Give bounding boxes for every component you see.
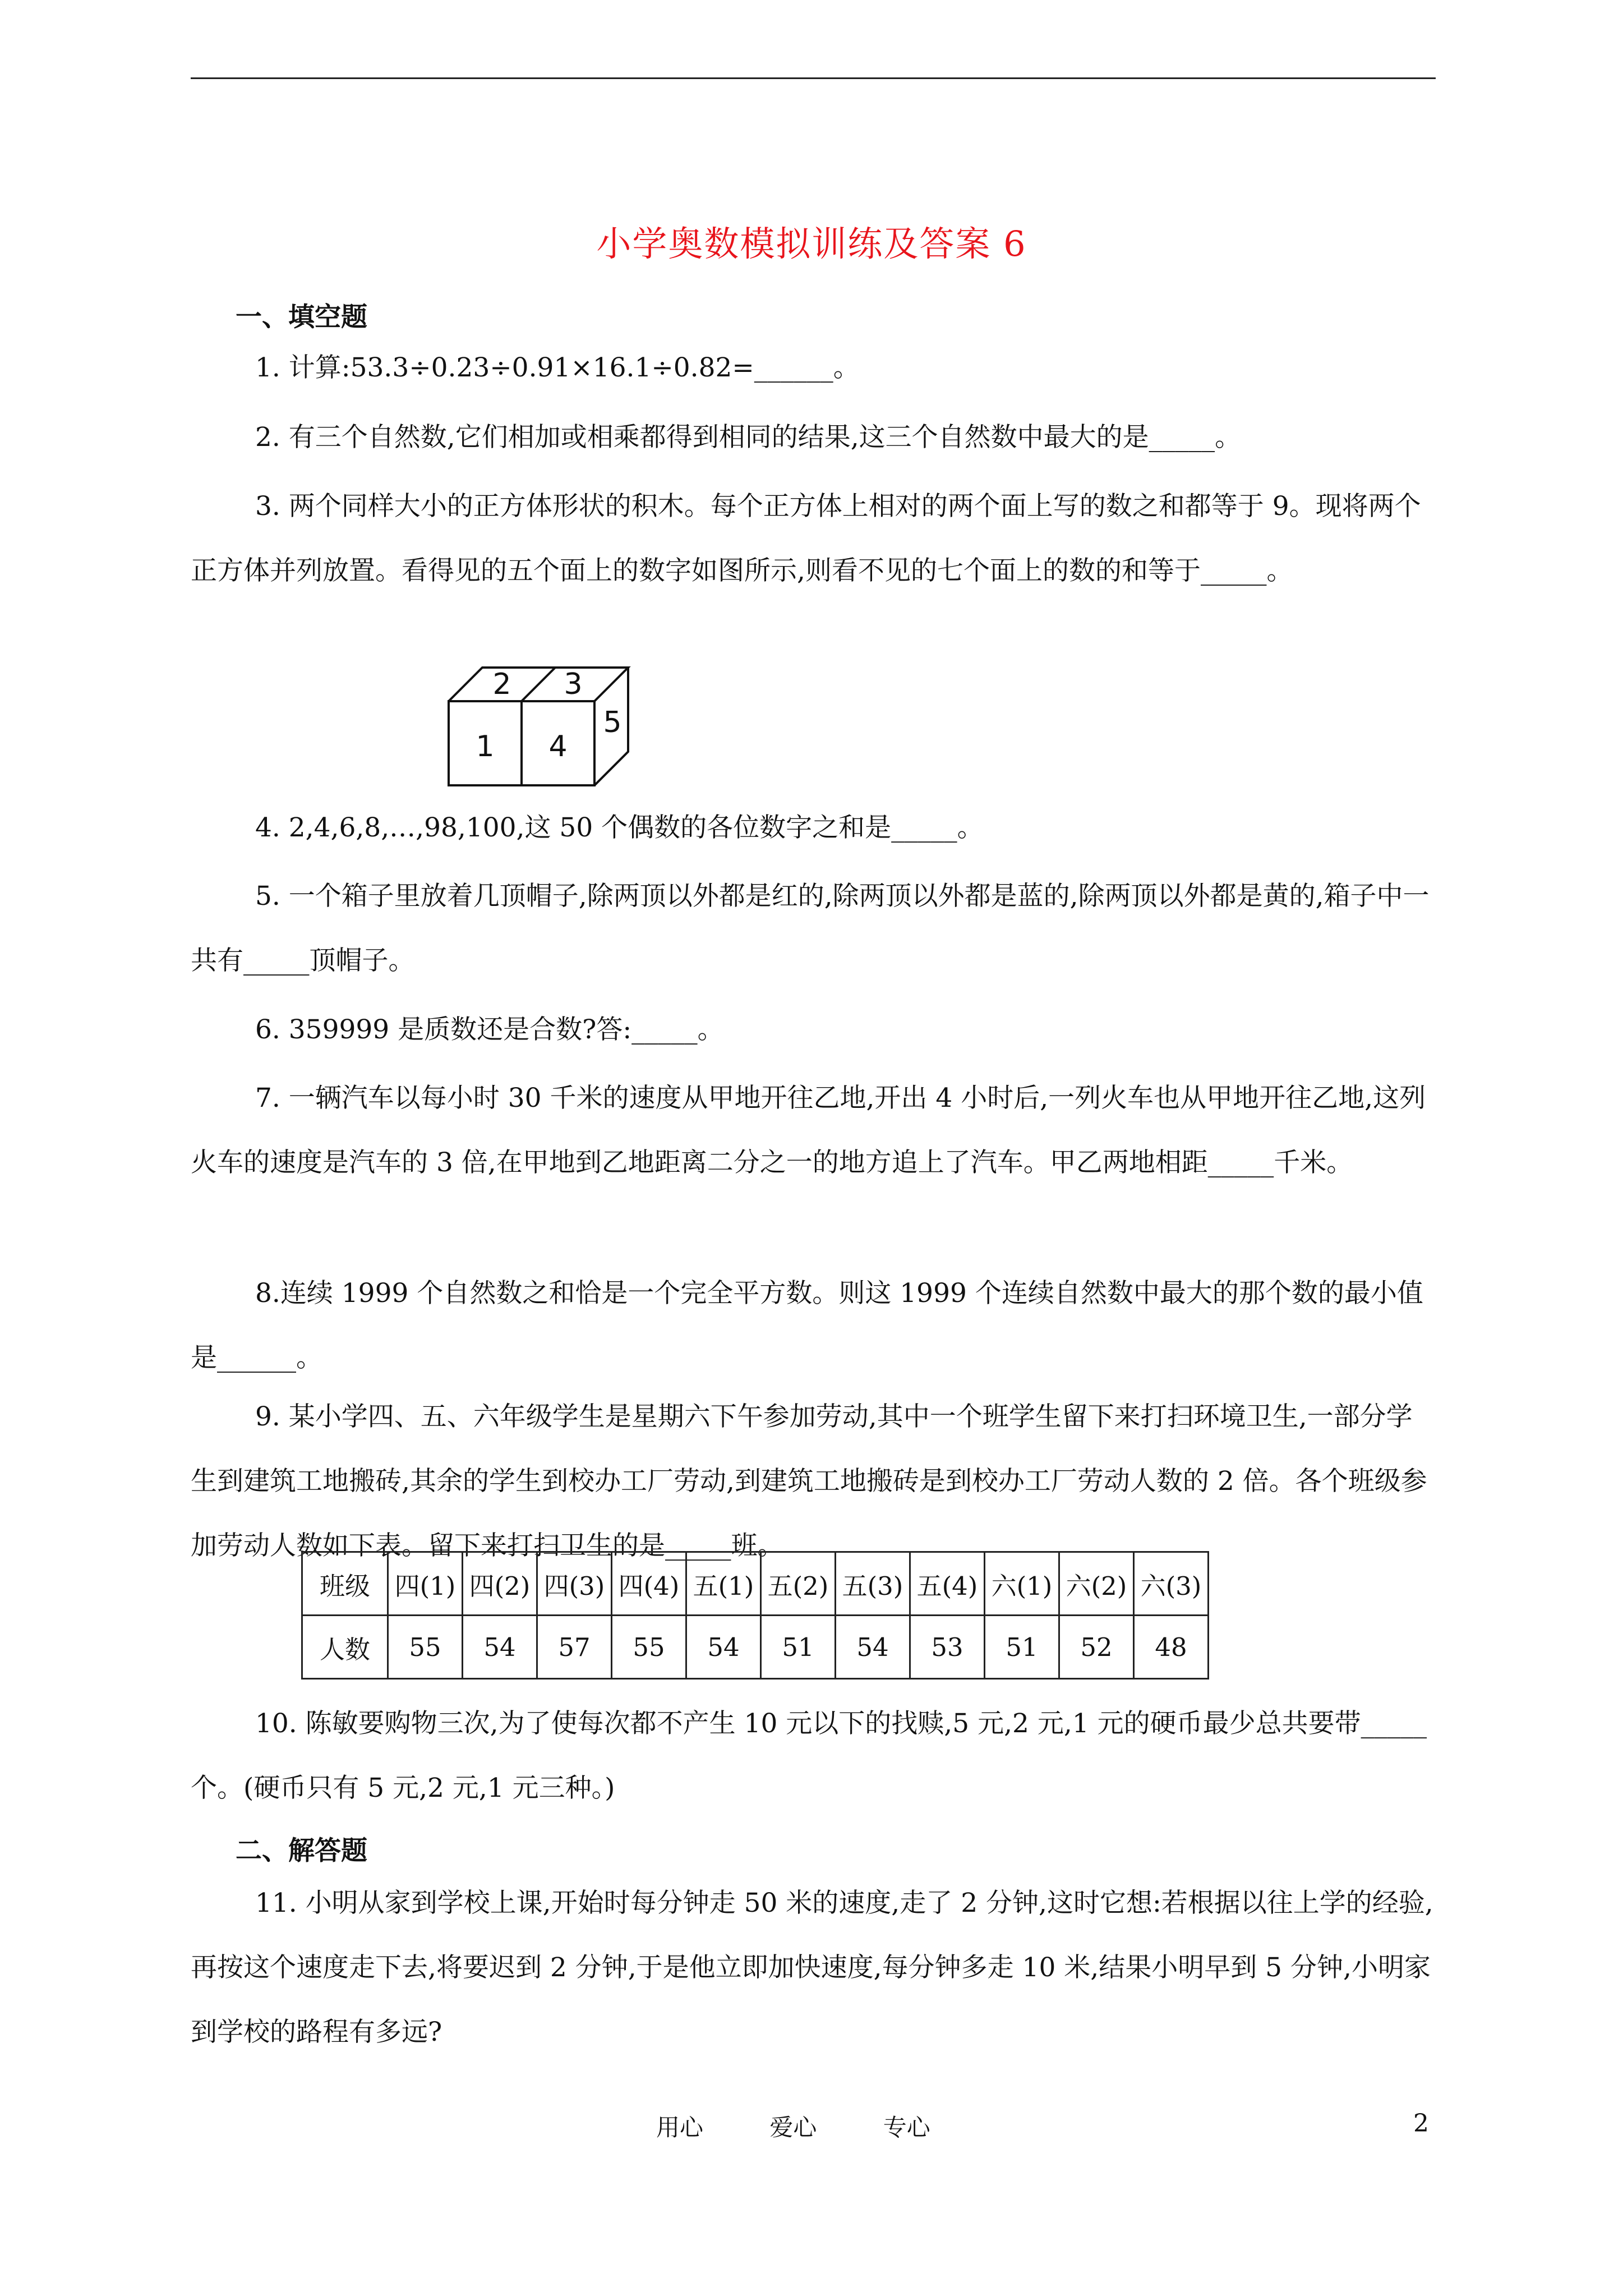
table-cell: 六(1) [985,1552,1059,1616]
table-cell: 五(4) [910,1552,985,1616]
table-cell: 五(2) [761,1552,836,1616]
question-11 [191,1871,1436,2064]
question-7-text: 7. 一辆汽车以每小时 30 千米的速度从甲地开往乙地,开出 4 小时后,一列火车也从甲地开往乙地,这列火车的速度是汽车的 3 倍,在甲地到乙地距离二分之一的地方追上了汽车。甲乙两地相距_____千米。 [191,1083,1426,1178]
cube-front-left-digit: 1 [476,730,495,763]
table-row [302,1616,1209,1679]
question-10-text: 10. 陈敏要购物三次,为了使每次都不产生 10 元以下的找赎,5 元,2 元,1 元的硬币最少总共要带_____个。(硬币只有 5 元,2 元,1 元三种。) [191,1708,1427,1803]
class-count-table [301,1551,1209,1680]
table-cell: 54 [836,1616,910,1679]
footer-word: 用心 [656,2114,704,2141]
question-2 [191,405,1436,470]
table-row [302,1552,1209,1616]
page-title: 小学奥数模拟训练及答案 6 [596,223,1027,264]
question-9-text: 9. 某小学四、五、六年级学生是星期六下午参加劳动,其中一个班学生留下来打扫环境卫生,一部分学生到建筑工地搬砖,其余的学生到校办工厂劳动,到建筑工地搬砖是到校办工厂劳动人数的 2 倍。各个班级参加劳动人数如下表。留下来打扫卫生的是_____班。 [191,1401,1427,1561]
table-cell: 四(2) [463,1552,537,1616]
table-cell: 57 [537,1616,612,1679]
question-3-text: 3. 两个同样大小的正方体形状的积木。每个正方体上相对的两个面上写的数之和都等于 9。现将两个正方体并列放置。看得见的五个面上的数字如图所示,则看不见的七个面上的数的和等于_____。 [191,491,1421,586]
section-heading-answer: 二、解答题 [236,1835,367,1866]
table-cell: 48 [1134,1616,1209,1679]
table-cell: 六(3) [1134,1552,1209,1616]
cubes-figure [443,662,645,791]
question-10 [191,1691,1436,1820]
question-7 [191,1066,1436,1195]
question-6-text: 6. 359999 是质数还是合数?答:_____。 [255,1014,724,1045]
table-row-label: 班级 [302,1552,388,1616]
table-cell: 四(4) [612,1552,686,1616]
question-9 [191,1384,1436,1578]
table-cell: 51 [761,1616,836,1679]
table-cell: 55 [388,1616,463,1679]
footer-word: 爱心 [769,2114,817,2141]
question-11-text: 11. 小明从家到学校上课,开始时每分钟走 50 米的速度,走了 2 分钟,这时它想:若根据以往上学的经验,再按这个速度走下去,将要迟到 2 分钟,于是他立即加快速度,每分钟多走 10 米,结果小明早到 5 分钟,小明家到学校的路程有多远? [191,1888,1433,2047]
table-cell: 四(3) [537,1552,612,1616]
question-3 [191,474,1436,603]
table-cell: 五(1) [686,1552,761,1616]
table-cell: 五(3) [836,1552,910,1616]
cube-top-left-digit: 2 [492,668,511,701]
question-8-text: 8.连续 1999 个自然数之和恰是一个完全平方数。则这 1999 个连续自然数中最大的那个数的最小值是______。 [191,1278,1423,1373]
cube-side-digit: 5 [603,706,622,739]
table-cell: 四(1) [388,1552,463,1616]
table-row-label: 人数 [302,1616,388,1679]
header-rule [191,77,1436,79]
cube-front-right-digit: 4 [548,730,568,763]
page-footer [656,2109,989,2143]
table-cell: 51 [985,1616,1059,1679]
table-cell: 55 [612,1616,686,1679]
footer-word: 专心 [883,2114,930,2141]
table-cell: 54 [686,1616,761,1679]
question-6 [191,997,1436,1062]
table-cell: 52 [1059,1616,1134,1679]
cube-top-right-digit: 3 [564,668,583,701]
table-cell: 54 [463,1616,537,1679]
question-8 [191,1261,1436,1390]
table-cell: 六(2) [1059,1552,1134,1616]
table-cell: 53 [910,1616,985,1679]
page-number: 2 [1413,2109,1429,2138]
question-1 [191,335,1436,400]
section-heading-fill-in: 一、填空题 [236,302,367,333]
question-1-text: 1. 计算:53.3÷0.23÷0.91×16.1÷0.82=______。 [255,352,860,383]
question-4 [191,795,1436,860]
question-4-text: 4. 2,4,6,8,…,98,100,这 50 个偶数的各位数字之和是_____。 [255,812,984,843]
question-5 [191,864,1436,993]
question-5-text: 5. 一个箱子里放着几顶帽子,除两顶以外都是红的,除两顶以外都是蓝的,除两顶以外都是黄的,箱子中一共有_____顶帽子。 [191,881,1430,976]
question-2-text: 2. 有三个自然数,它们相加或相乘都得到相同的结果,这三个自然数中最大的是_____。 [255,422,1242,453]
